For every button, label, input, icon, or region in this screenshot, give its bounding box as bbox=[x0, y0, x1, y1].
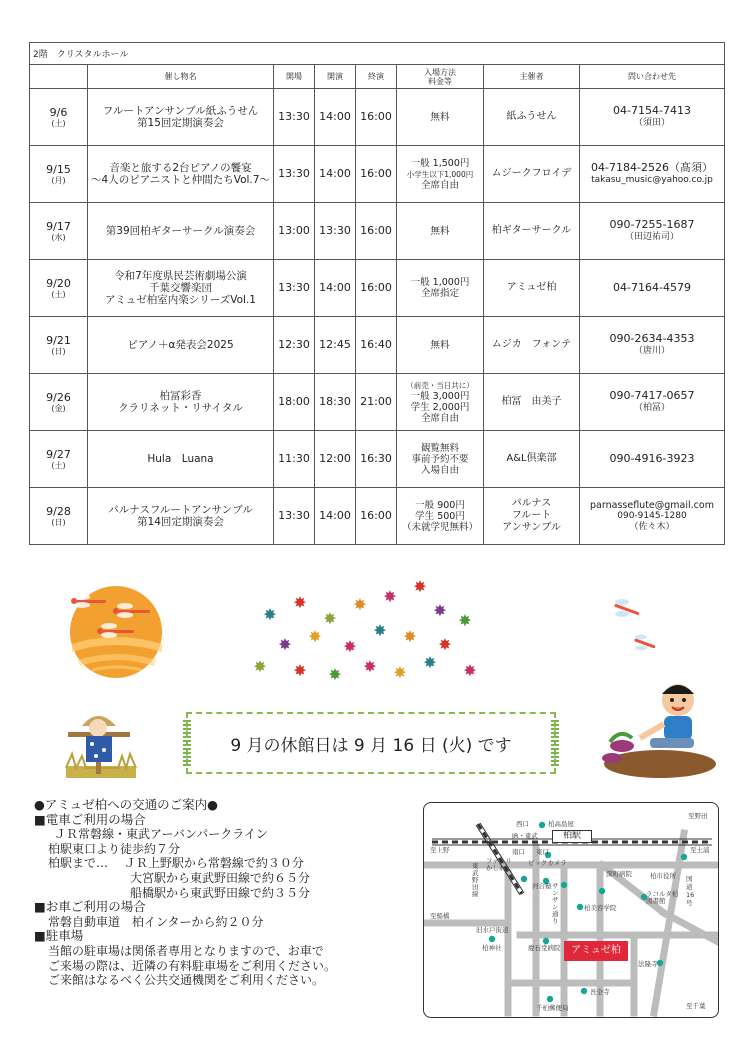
event-end-time: 16:40 bbox=[356, 317, 397, 374]
train-line-5: 船橋駅から東武野田線で約３５分 bbox=[130, 885, 311, 900]
event-end-time: 16:00 bbox=[356, 146, 397, 203]
map-label-to-chiba: 至千葉 bbox=[686, 1002, 706, 1010]
svg-text:✸: ✸ bbox=[423, 653, 437, 672]
car-line-1: 常磐自動車道 柏インターから約２０分 bbox=[48, 914, 264, 929]
event-end-time: 16:00 bbox=[356, 488, 397, 545]
svg-text:✸: ✸ bbox=[363, 657, 377, 676]
svg-text:✸: ✸ bbox=[308, 627, 322, 646]
event-start-time: 12:00 bbox=[315, 431, 356, 488]
event-date: 9/28 (日) bbox=[30, 488, 88, 545]
header-open: 開場 bbox=[274, 65, 315, 89]
event-fee: 無料 bbox=[397, 89, 484, 146]
table-header bbox=[30, 65, 725, 89]
event-open-time: 13:30 bbox=[274, 146, 315, 203]
event-date: 9/26 (金) bbox=[30, 374, 88, 431]
map-label-takashimaya: 柏高島屋 bbox=[548, 820, 574, 828]
map-label-post: 千柏郵便局 bbox=[536, 1004, 569, 1012]
event-contact: 090-2634-4353 （唐川） bbox=[580, 317, 725, 374]
event-end-time: 16:00 bbox=[356, 203, 397, 260]
svg-text:✸: ✸ bbox=[383, 587, 397, 606]
svg-text:✸: ✸ bbox=[328, 665, 342, 684]
svg-text:✸: ✸ bbox=[323, 609, 337, 628]
map-station-label: 柏駅 bbox=[552, 830, 592, 843]
map-label-nishiguchi: 西口 bbox=[516, 820, 529, 828]
map-label-higashiguchi: 東口 bbox=[536, 848, 549, 856]
event-open-time: 13:30 bbox=[274, 488, 315, 545]
parking-line-1: 当館の駐車場は関係者専用となりますので、お車で bbox=[48, 943, 324, 958]
train-line-4: 大宮駅から東武野田線で約６５分 bbox=[130, 870, 311, 885]
event-end-time: 16:30 bbox=[356, 431, 397, 488]
closure-notice bbox=[186, 712, 556, 774]
event-contact: parnasseflute@gmail.com 090-9145-1280 （佐々木） bbox=[580, 488, 725, 545]
moon-dragonfly-illustration bbox=[58, 582, 178, 682]
event-open-time: 12:30 bbox=[274, 317, 315, 374]
map-label-kyu-mito: 旧水戸街道 bbox=[476, 926, 509, 934]
event-date: 9/20 (土) bbox=[30, 260, 88, 317]
event-start-time: 14:00 bbox=[315, 146, 356, 203]
event-open-time: 18:00 bbox=[274, 374, 315, 431]
event-fee: 一般 1,000円 全席指定 bbox=[397, 260, 484, 317]
access-title: ●アミュゼ柏への交通のご案内● bbox=[34, 797, 219, 812]
svg-text:✸: ✸ bbox=[373, 621, 387, 640]
svg-text:✸: ✸ bbox=[263, 605, 277, 624]
event-title: Hula Luana bbox=[88, 431, 274, 488]
event-end-time: 16:00 bbox=[356, 89, 397, 146]
event-title: 音楽と旅する2台ピアノの饗宴 ～4人のピアニストと仲間たちVol.7～ bbox=[88, 146, 274, 203]
event-contact: 090-7255-1687 （田辺祐司） bbox=[580, 203, 725, 260]
event-contact: 090-4916-3923 bbox=[580, 431, 725, 488]
header-contact: 問い合わせ先 bbox=[580, 65, 725, 89]
svg-text:✸: ✸ bbox=[458, 611, 472, 630]
map-label-to-noda: 至野田 bbox=[688, 812, 708, 820]
event-title: パルナスフルートアンサンブル 第14回定期演奏会 bbox=[88, 488, 274, 545]
svg-text:✸: ✸ bbox=[253, 657, 267, 676]
event-open-time: 11:30 bbox=[274, 431, 315, 488]
svg-text:✸: ✸ bbox=[463, 661, 477, 680]
map-label-city-hall: 柏市役所 bbox=[650, 872, 676, 880]
svg-text:✸: ✸ bbox=[433, 601, 447, 620]
car-heading: ■お車ご利用の場合 bbox=[34, 899, 146, 915]
event-contact: 090-7417-0657 （柏冨） bbox=[580, 374, 725, 431]
map-label-fukamachi: 深町病院 bbox=[606, 870, 632, 878]
event-organizer: 紙ふうせん bbox=[484, 89, 580, 146]
map-label-keishokai: 慶石堂病院 bbox=[528, 944, 561, 952]
map-label-chozen: 長全寺 bbox=[590, 988, 610, 996]
map-label-kawai: 河合塾 bbox=[532, 882, 552, 890]
header-fee: 入場方法 料金等 bbox=[397, 65, 484, 89]
event-fee: 一般 900円 学生 500円 （未就学児無料） bbox=[397, 488, 484, 545]
table-row bbox=[30, 260, 725, 317]
event-organizer: ムジカ フォンテ bbox=[484, 317, 580, 374]
event-organizer: 柏ギターサークル bbox=[484, 203, 580, 260]
map-label-famiri: ファミリかしわ bbox=[486, 857, 512, 872]
event-date: 9/17 (水) bbox=[30, 203, 88, 260]
header-end: 終演 bbox=[356, 65, 397, 89]
floor-label: 2階 クリスタルホール bbox=[30, 43, 725, 65]
access-info bbox=[34, 798, 404, 988]
svg-text:✸: ✸ bbox=[353, 595, 367, 614]
svg-text:✸: ✸ bbox=[438, 635, 452, 654]
event-fee: 無料 bbox=[397, 203, 484, 260]
svg-text:✸: ✸ bbox=[413, 580, 427, 596]
event-open-time: 13:30 bbox=[274, 89, 315, 146]
map-label-bic: ビックカメラ bbox=[528, 859, 567, 867]
event-start-time: 14:00 bbox=[315, 89, 356, 146]
event-start-time: 12:45 bbox=[315, 317, 356, 374]
event-title: 第39回柏ギターサークル演奏会 bbox=[88, 203, 274, 260]
map-label-to-ueno: 至上野 bbox=[430, 846, 450, 854]
map-label-to-tsuchiura: 至土浦 bbox=[690, 846, 710, 854]
map-label-to-funabashi: 至船橋 bbox=[430, 912, 450, 920]
event-contact: 04-7184-2526（髙須） takasu_music@yahoo.co.jp bbox=[580, 146, 725, 203]
train-line-3: 柏駅まで… ＪＲ上野駅から常磐線で約３０分 bbox=[48, 856, 304, 871]
map-label-sun-road: サンサン通り bbox=[552, 882, 559, 925]
dragonfly-icon bbox=[604, 590, 674, 660]
map-label-minamiguchi: 南口 bbox=[512, 848, 525, 856]
table-row bbox=[30, 146, 725, 203]
map-label-tobu-line: 東武野田線 bbox=[472, 862, 479, 898]
event-contact: 04-7154-7413 （須田） bbox=[580, 89, 725, 146]
svg-text:✸: ✸ bbox=[293, 661, 307, 680]
map-label-route16: 国道16号 bbox=[686, 875, 695, 907]
table-row bbox=[30, 488, 725, 545]
event-start-time: 14:00 bbox=[315, 260, 356, 317]
event-organizer: アミュゼ柏 bbox=[484, 260, 580, 317]
svg-text:✸: ✸ bbox=[278, 635, 292, 654]
train-line-2: 柏駅東口より徒歩約７分 bbox=[48, 841, 181, 856]
event-date: 9/6 (土) bbox=[30, 89, 88, 146]
event-organizer: ムジークフロイデ bbox=[484, 146, 580, 203]
svg-text:✸: ✸ bbox=[393, 663, 407, 682]
parking-line-2: ご来場の際は、近隣の有料駐車場をご利用ください。 bbox=[48, 958, 337, 973]
event-fee: （前売・当日共に） 一般 3,000円 学生 2,000円 全席自由 bbox=[397, 374, 484, 431]
access-map bbox=[423, 802, 719, 1018]
svg-text:✸: ✸ bbox=[343, 637, 357, 656]
event-date: 9/21 (日) bbox=[30, 317, 88, 374]
table-row bbox=[30, 203, 725, 260]
event-contact: 04-7164-4579 bbox=[580, 260, 725, 317]
event-fee: 一般 1,500円 小学生以下1,000円 全席自由 bbox=[397, 146, 484, 203]
table-row bbox=[30, 317, 725, 374]
boy-sweet-potato-illustration bbox=[600, 672, 716, 780]
event-fee: 無料 bbox=[397, 317, 484, 374]
schedule-table bbox=[29, 42, 725, 545]
scarecrow-illustration bbox=[58, 696, 140, 780]
svg-text:✸: ✸ bbox=[293, 593, 307, 612]
header-event: 催し物名 bbox=[88, 65, 274, 89]
map-label-library: ラコルタ柏 図書館 bbox=[646, 890, 679, 905]
parking-line-3: ご来館はなるべく公共交通機関をご利用ください。 bbox=[48, 973, 325, 988]
train-line-1: ＪＲ常磐線・東武アーバンパークライン bbox=[54, 827, 268, 842]
parking-heading: ■駐車場 bbox=[34, 928, 84, 944]
map-label-jr-tobu: JR・東武 bbox=[512, 832, 538, 840]
train-heading: ■電車ご利用の場合 bbox=[34, 811, 146, 827]
event-open-time: 13:30 bbox=[274, 260, 315, 317]
event-title: 柏冨彩香 クラリネット・リサイタル bbox=[88, 374, 274, 431]
map-label-hoshoji: 法隆寺 bbox=[638, 960, 658, 968]
event-fee: 観覧無料 事前予約不要 入場自由 bbox=[397, 431, 484, 488]
table-row bbox=[30, 89, 725, 146]
event-organizer: 柏冨 由美子 bbox=[484, 374, 580, 431]
event-start-time: 18:30 bbox=[315, 374, 356, 431]
map-label-biyo: 柏美容学院 bbox=[584, 904, 617, 912]
event-end-time: 16:00 bbox=[356, 260, 397, 317]
event-organizer: パルナス フルート アンサンブル bbox=[484, 488, 580, 545]
event-title: フルートアンサンブル紙ふうせん 第15回定期演奏会 bbox=[88, 89, 274, 146]
table-row bbox=[30, 431, 725, 488]
autumn-leaves-illustration bbox=[240, 580, 490, 690]
closure-text: 9 月の休館日は 9 月 16 日 (火) です bbox=[230, 735, 512, 756]
event-end-time: 21:00 bbox=[356, 374, 397, 431]
event-title: 令和7年度県民芸術劇場公演 千葉交響楽団 アミュゼ柏室内楽シリーズVol.1 bbox=[88, 260, 274, 317]
map-venue-pin: アミュゼ柏 bbox=[564, 941, 628, 961]
svg-text:✸: ✸ bbox=[403, 627, 417, 646]
event-organizer: A&L倶楽部 bbox=[484, 431, 580, 488]
map-label-kashiwa-shrine: 柏神社 bbox=[482, 944, 502, 952]
event-date: 9/15 (月) bbox=[30, 146, 88, 203]
event-open-time: 13:00 bbox=[274, 203, 315, 260]
header-organizer: 主催者 bbox=[484, 65, 580, 89]
event-start-time: 13:30 bbox=[315, 203, 356, 260]
event-title: ピアノ＋α発表会2025 bbox=[88, 317, 274, 374]
header-start: 開演 bbox=[315, 65, 356, 89]
table-row bbox=[30, 374, 725, 431]
event-date: 9/27 (土) bbox=[30, 431, 88, 488]
event-start-time: 14:00 bbox=[315, 488, 356, 545]
